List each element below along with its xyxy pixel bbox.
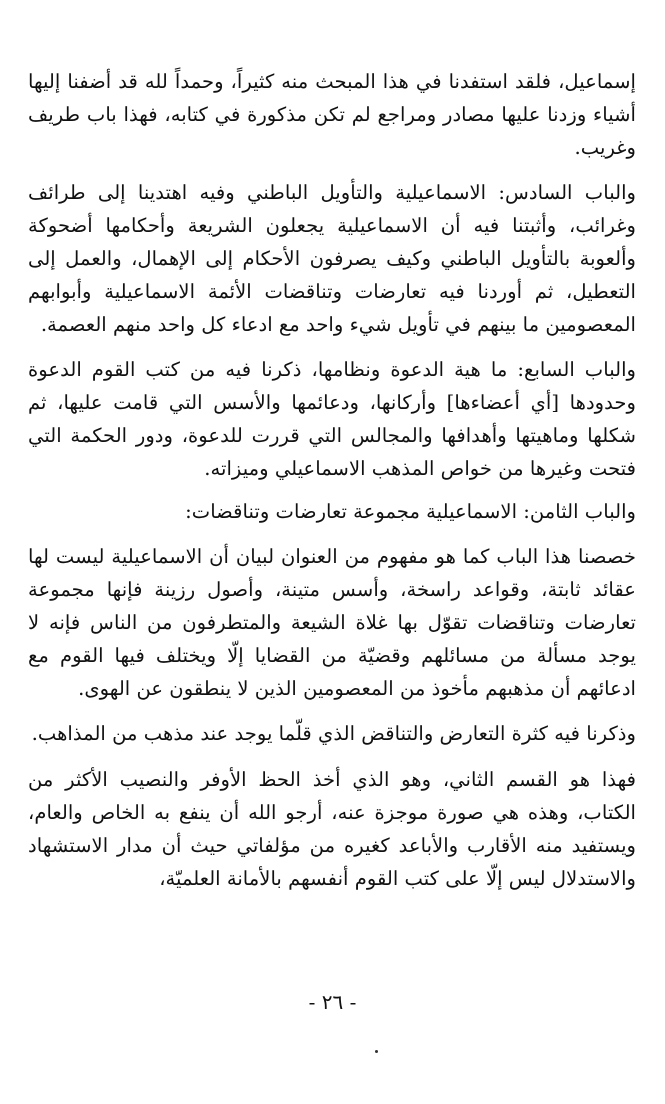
paragraph-chapter-seven: والباب السابع: ما هية الدعوة ونظامها، ذكرنا فيه من كتب القوم الدعوة وحدودها [أي أعضاءها] وأركانها، ودعائمها والأسس التي قامت عليها، ثم شكلها وماهيتها وأهدافها والمجالس التي قررت للدعوة، ودور الحكمة التي فتحت وغيرها من خواص المذهب الاسماعيلي وميزاته. (28, 358, 636, 480)
page-body (28, 66, 636, 895)
paragraph-section-two-summary: فهذا هو القسم الثاني، وهو الذي أخذ الحظ الأوفر والنصيب الأكثر من الكتاب، وهذه هي صورة موجزة عنه، أرجو الله أن ينفع به الخاص والعام، ويستفيد منه الأقارب والأباعد كغيره من مؤلفاتي حيث أن مدار الاستشهاد والاستدلال ليس إلّا على كتب القوم أنفسهم بالأمانة العلميّة، (28, 768, 636, 890)
page-number: - ٢٦ - (308, 990, 357, 1014)
paragraph-chapter-six: والباب السادس: الاسماعيلية والتأويل الباطني وفيه اهتدينا إلى طرائف وغرائب، وأثبتنا فيه أن الاسماعيلية يجعلون الشريعة وأحكامها أضحوكة وألعوبة بالتأويل الباطني وكيف يصرفون الأحكام إلى الإهمال، والعمل إلى التعطيل، ثم أوردنا فيه تعارضات وتناقضات الأئمة الاسماعيلية وأبوابهم المعصومين ما بينهم في تأويل شيء واحد مع ادعاء كل واحد منهم العصمة. (28, 181, 636, 336)
paragraph-continuation: إسماعيل، فلقد استفدنا في هذا المبحث منه كثيراً، وحمداً لله قد أضفنا إليها أشياء وزدنا عليها مصادر ومراجع لم تكن مذكورة في كتابه، فهذا باب طريف وغريب. (28, 70, 636, 159)
chapter-eight-heading: والباب الثامن: الاسماعيلية مجموعة تعارضات وتناقضات: (185, 499, 636, 523)
paragraph-chapter-eight: خصصنا هذا الباب كما هو مفهوم من العنوان لبيان أن الاسماعيلية ليست لها عقائد ثابتة، وقواعد راسخة، وأسس متينة، وأصول رزينة فإنها مجموعة تعارضات وتناقضات تقوّل بها غلاة الشيعة والمتطرفون من الناس فإنه لا يوجد مسألة من مسائلهم وقضيّة من القضايا إلّا ويختلف فيها القوم مع ادعائهم أن مذهبهم مأخوذ من المعصومين الذين لا ينطقون عن الهوى. (28, 545, 636, 700)
paragraph-contradictions: وذكرنا فيه كثرة التعارض والتناقض الذي قلّما يوجد عند مذهب من المذاهب. (31, 722, 636, 746)
print-speck (375, 1050, 378, 1053)
